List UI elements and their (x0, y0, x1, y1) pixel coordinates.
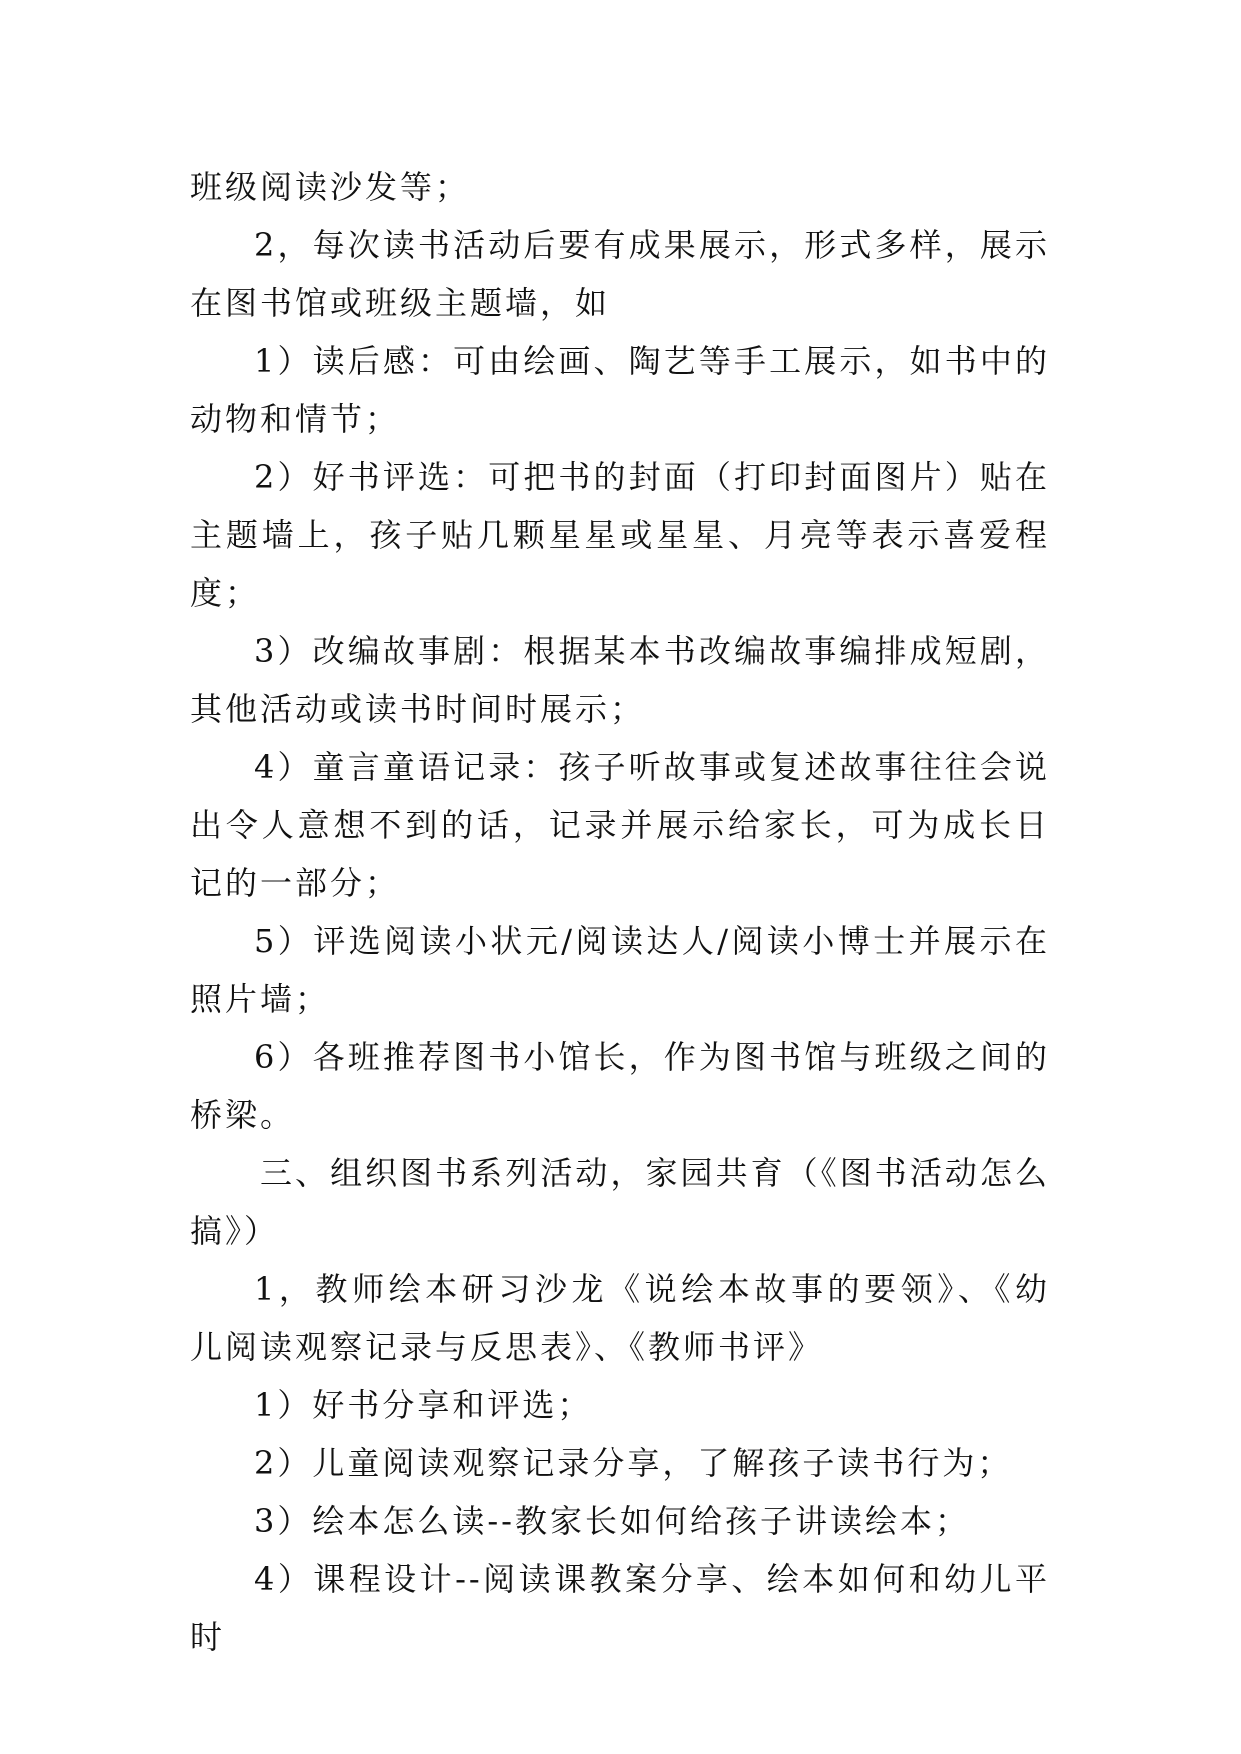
document-body (190, 158, 1050, 1666)
paragraph-subitem-5: 5）评选阅读小状元/阅读达人/阅读小博士并展示在照片墙； (190, 922, 1050, 1018)
paragraph-subitem-4b: 4）课程设计--阅读课教案分享、绘本如何和幼儿平时 (190, 1560, 1050, 1656)
paragraph-item-2: 2，每次读书活动后要有成果展示，形式多样，展示在图书馆或班级主题墙，如 (190, 226, 1050, 322)
paragraph-subitem-2: 2）好书评选：可把书的封面（打印封面图片）贴在主题墙上，孩子贴几颗星星或星星、月亮等表示喜爱程度； (190, 458, 1050, 612)
paragraph-subitem-3b: 3）绘本怎么读--教家长如何给孩子讲读绘本； (254, 1502, 970, 1540)
paragraph-subitem-1b: 1）好书分享和评选； (254, 1386, 593, 1424)
section-heading-3: 三、组织图书系列活动，家园共育（《图书活动怎么搞》） (190, 1154, 1050, 1250)
paragraph-continuation: 班级阅读沙发等； (190, 168, 471, 206)
paragraph-item-1: 1，教师绘本研习沙龙《说绘本故事的要领》、《幼儿阅读观察记录与反思表》、《教师书评》 (190, 1270, 1050, 1366)
paragraph-subitem-3: 3）改编故事剧：根据某本书改编故事编排成短剧，其他活动或读书时间时展示； (190, 632, 1050, 728)
paragraph-subitem-1: 1）读后感：可由绘画、陶艺等手工展示，如书中的动物和情节； (190, 342, 1050, 438)
paragraph-subitem-2b: 2）儿童阅读观察记录分享，了解孩子读书行为； (254, 1444, 1013, 1482)
paragraph-subitem-6: 6）各班推荐图书小馆长，作为图书馆与班级之间的桥梁。 (190, 1038, 1050, 1134)
paragraph-subitem-4: 4）童言童语记录：孩子听故事或复述故事往往会说出令人意想不到的话，记录并展示给家长，可为成长日记的一部分； (190, 748, 1050, 902)
